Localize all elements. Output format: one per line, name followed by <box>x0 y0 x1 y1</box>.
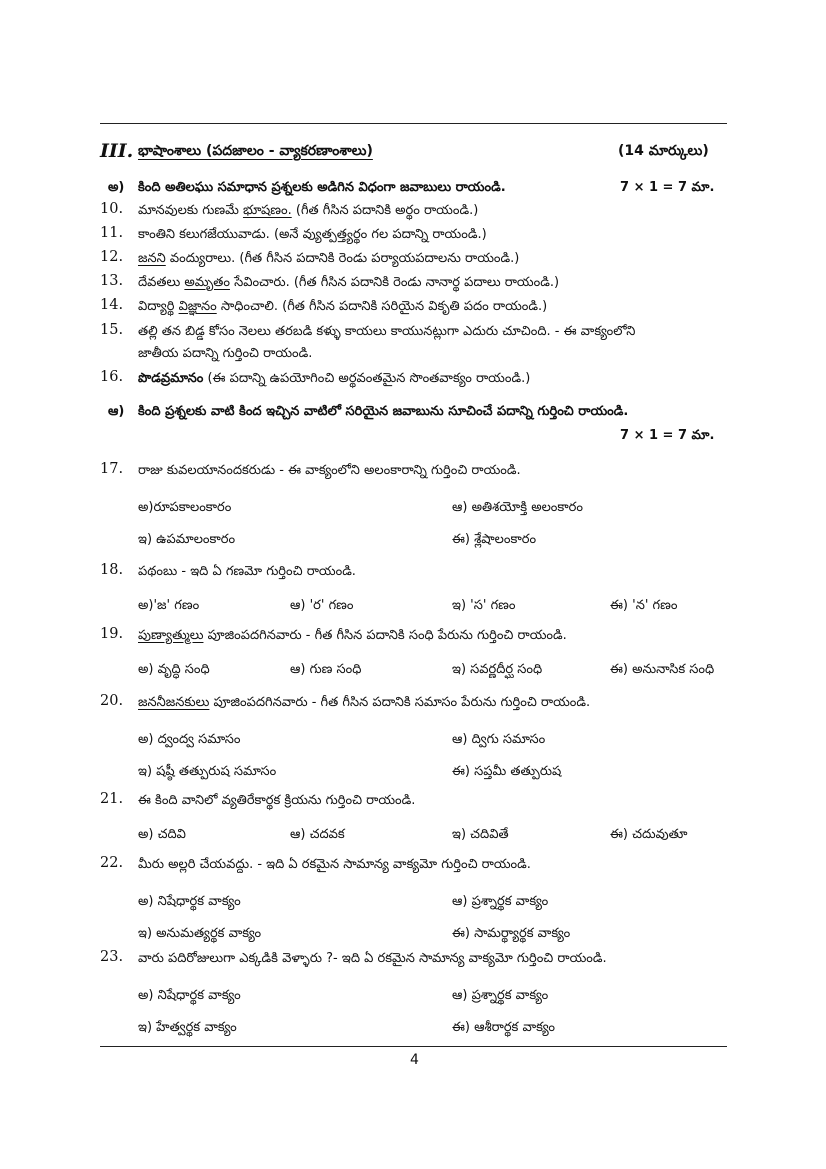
question-number: 20. <box>100 693 124 709</box>
part-b-marks: 7 × 1 = 7 మా. <box>620 428 715 443</box>
question-text <box>138 628 567 646</box>
question-text-post: (ఈ పదాన్ని ఉపయోగించి అర్థవంతమైన సొంతవాక్యం రాయండి.) <box>203 371 531 386</box>
question-number: 13. <box>100 273 124 289</box>
question-number: 14. <box>100 297 124 313</box>
bold-word: పొడవ్రమానం <box>138 371 204 386</box>
question-number: 16. <box>100 369 124 385</box>
question-text-post: (గీత గీసిన పదానికి అర్థం రాయండి.) <box>291 203 479 218</box>
option-2: ఆ) చదవక <box>290 827 345 842</box>
question-number: 12. <box>100 249 124 265</box>
question-number: 11. <box>100 225 124 241</box>
option-3: ఇ) సవర్ణదీర్ఘ సంధి <box>452 662 543 677</box>
question-text-post: రాజు కువలయానందకరుడు - ఈ వాక్యంలోని అలంకారాన్ని గుర్తించి రాయండి. <box>138 463 521 478</box>
underlined-word: జనని <box>138 251 166 266</box>
option-3: ఇ) ఉపమాలంకారం <box>138 532 236 547</box>
question-text <box>138 299 547 317</box>
option-4: ఈ) సామర్థ్యార్థక వాక్యం <box>452 926 571 941</box>
option-1: అ) నిషేధార్థక వాక్యం <box>138 894 241 909</box>
question-text <box>138 695 590 713</box>
question-text-post: సేవించారు. (గీత గీసిన పదానికి రెండు నానార్థ పదాలు రాయండి.) <box>229 275 560 290</box>
option-2: ఆ) ప్రశ్నార్థక వాక్యం <box>452 894 549 909</box>
question-text-post: కాంతిని కలుగజేయువాడు. (అనే వ్యుత్పత్త్యర్థం గల పదాన్ని రాయండి.) <box>138 227 487 242</box>
question-text-post: మీరు అల్లరి చేయవద్దు. - ఇది ఏ రకమైన సామాన్య వాక్యమో గుర్తించి రాయండి. <box>138 857 531 872</box>
option-3: ఇ) షష్ఠీ తత్పురుష సమాసం <box>138 764 277 779</box>
option-4: ఈ) 'న' గణం <box>610 598 678 613</box>
underlined-word: జననీజనకులు <box>138 695 210 710</box>
question-text-post: సాధించాలి. (గీత గీసిన పదానికి సరియైన వికృతి పదం రాయండి.) <box>216 299 548 314</box>
question-text <box>138 371 530 389</box>
question-text <box>138 346 312 364</box>
option-1: అ) వృద్ధి సంధి <box>138 662 210 677</box>
question-text-post: వారు పదిరోజులుగా ఎక్కడికి వెళ్ళారు ?- ఇది ఏ రకమైన సామాన్య వాక్యమో గుర్తించి రాయండి. <box>138 951 607 966</box>
option-1: అ) ద్వంద్వ సమాసం <box>138 732 241 747</box>
question-text <box>138 203 478 221</box>
question-text <box>138 564 356 582</box>
page-number: 4 <box>410 1052 419 1068</box>
question-text <box>138 857 531 875</box>
question-number: 18. <box>100 562 124 578</box>
question-text <box>138 793 415 811</box>
question-text-post: జాతీయ పదాన్ని గుర్తించి రాయండి. <box>138 346 313 361</box>
question-number: 17. <box>100 461 124 477</box>
question-number: 23. <box>100 949 124 965</box>
part-a-marks: 7 × 1 = 7 మా. <box>620 180 715 195</box>
question-text-post: పూజింపదగినవారు - గీత గీసిన పదానికి సమాసం పేరును గుర్తించి రాయండి. <box>209 695 591 710</box>
underlined-word: భూషణం. <box>242 203 292 218</box>
question-text <box>138 324 635 342</box>
section-number: III. <box>100 140 134 162</box>
question-text <box>138 951 607 969</box>
option-1: అ)రూపకాలంకారం <box>138 500 232 515</box>
option-2: ఆ) గుణ సంధి <box>290 662 362 677</box>
option-4: ఈ) అనునాసిక సంధి <box>610 662 715 677</box>
option-3: ఇ) 'స' గణం <box>452 598 516 613</box>
section-title: భాషాంశాలు (పదజాలం - వ్యాకరణాంశాలు) <box>138 143 373 159</box>
question-text <box>138 463 521 481</box>
question-text-pre: విద్యార్థి <box>138 299 179 314</box>
option-2: ఆ) ప్రశ్నార్థక వాక్యం <box>452 988 549 1003</box>
option-4: ఈ) ఆశీరార్థక వాక్యం <box>452 1020 555 1035</box>
option-3: ఇ) అనుమత్యర్థక వాక్యం <box>138 926 262 941</box>
question-text-pre: మానవులకు గుణమే <box>138 203 243 218</box>
option-1: అ) చదివి <box>138 827 186 842</box>
underlined-word: అమృతం <box>184 275 230 290</box>
question-text <box>138 227 487 245</box>
part-a-label: అ) <box>108 180 125 195</box>
option-3: ఇ) హేత్వర్థక వాక్యం <box>138 1020 237 1035</box>
option-2: ఆ) 'ర' గణం <box>290 598 354 613</box>
question-text-post: తల్లి తన బిడ్డ కోసం నెలలు తరబడి కళ్ళు కాయలు కాయునట్లుగా ఎదురు చూచింది. - ఈ వాక్యంలోని <box>138 324 636 339</box>
question-text-post: ఈ కింది వానిలో వ్యతిరేకార్థక క్రియను గుర్తించి రాయండి. <box>138 793 416 808</box>
question-number: 22. <box>100 855 124 871</box>
question-text-post: వంద్యురాలు. (గీత గీసిన పదానికి రెండు పర్యాయపదాలను రాయండి.) <box>165 251 520 266</box>
question-text <box>138 251 519 269</box>
option-1: అ)'జ' గణం <box>138 598 200 613</box>
part-b-instruction: కింది ప్రశ్నలకు వాటి కింద ఇచ్చిన వాటిలో సరియైన జవాబును సూచించే పదాన్ని గుర్తించి రాయండి. <box>138 404 629 419</box>
part-b-label: ఆ) <box>108 404 125 419</box>
question-text-post: పూజింపదగినవారు - గీత గీసిన పదానికి సంధి పేరును గుర్తించి రాయండి. <box>203 628 567 643</box>
question-number: 19. <box>100 626 124 642</box>
top-rule <box>100 123 727 124</box>
option-1: అ) నిషేధార్థక వాక్యం <box>138 988 241 1003</box>
question-text-pre: దేవతలు <box>138 275 185 290</box>
question-text <box>138 275 559 293</box>
question-number: 21. <box>100 791 124 807</box>
option-2: ఆ) ద్విగు సమాసం <box>452 732 546 747</box>
part-a-instruction: కింది అతిలఘు సమాధాన ప్రశ్నలకు అడిగిన విధంగా జవాబులు రాయండి. <box>138 180 506 195</box>
underlined-word: పుణ్యాత్ములు <box>138 628 204 643</box>
question-number: 10. <box>100 201 124 217</box>
option-2: ఆ) అతిశయోక్తి అలంకారం <box>452 500 583 515</box>
option-4: ఈ) సప్తమీ తత్పురుష <box>452 764 562 779</box>
option-4: ఈ) శ్లేషాలంకారం <box>452 532 537 547</box>
option-4: ఈ) చదువుతూ <box>610 827 688 842</box>
question-text-post: పథంబు - ఇది ఏ గణమో గుర్తించి రాయండి. <box>138 564 356 579</box>
option-3: ఇ) చదివితే <box>452 827 509 842</box>
bottom-rule <box>100 1046 727 1047</box>
underlined-word: విజ్ఞానం <box>178 299 217 314</box>
section-marks: (14 మార్కులు) <box>618 143 709 159</box>
question-number: 15. <box>100 322 124 338</box>
